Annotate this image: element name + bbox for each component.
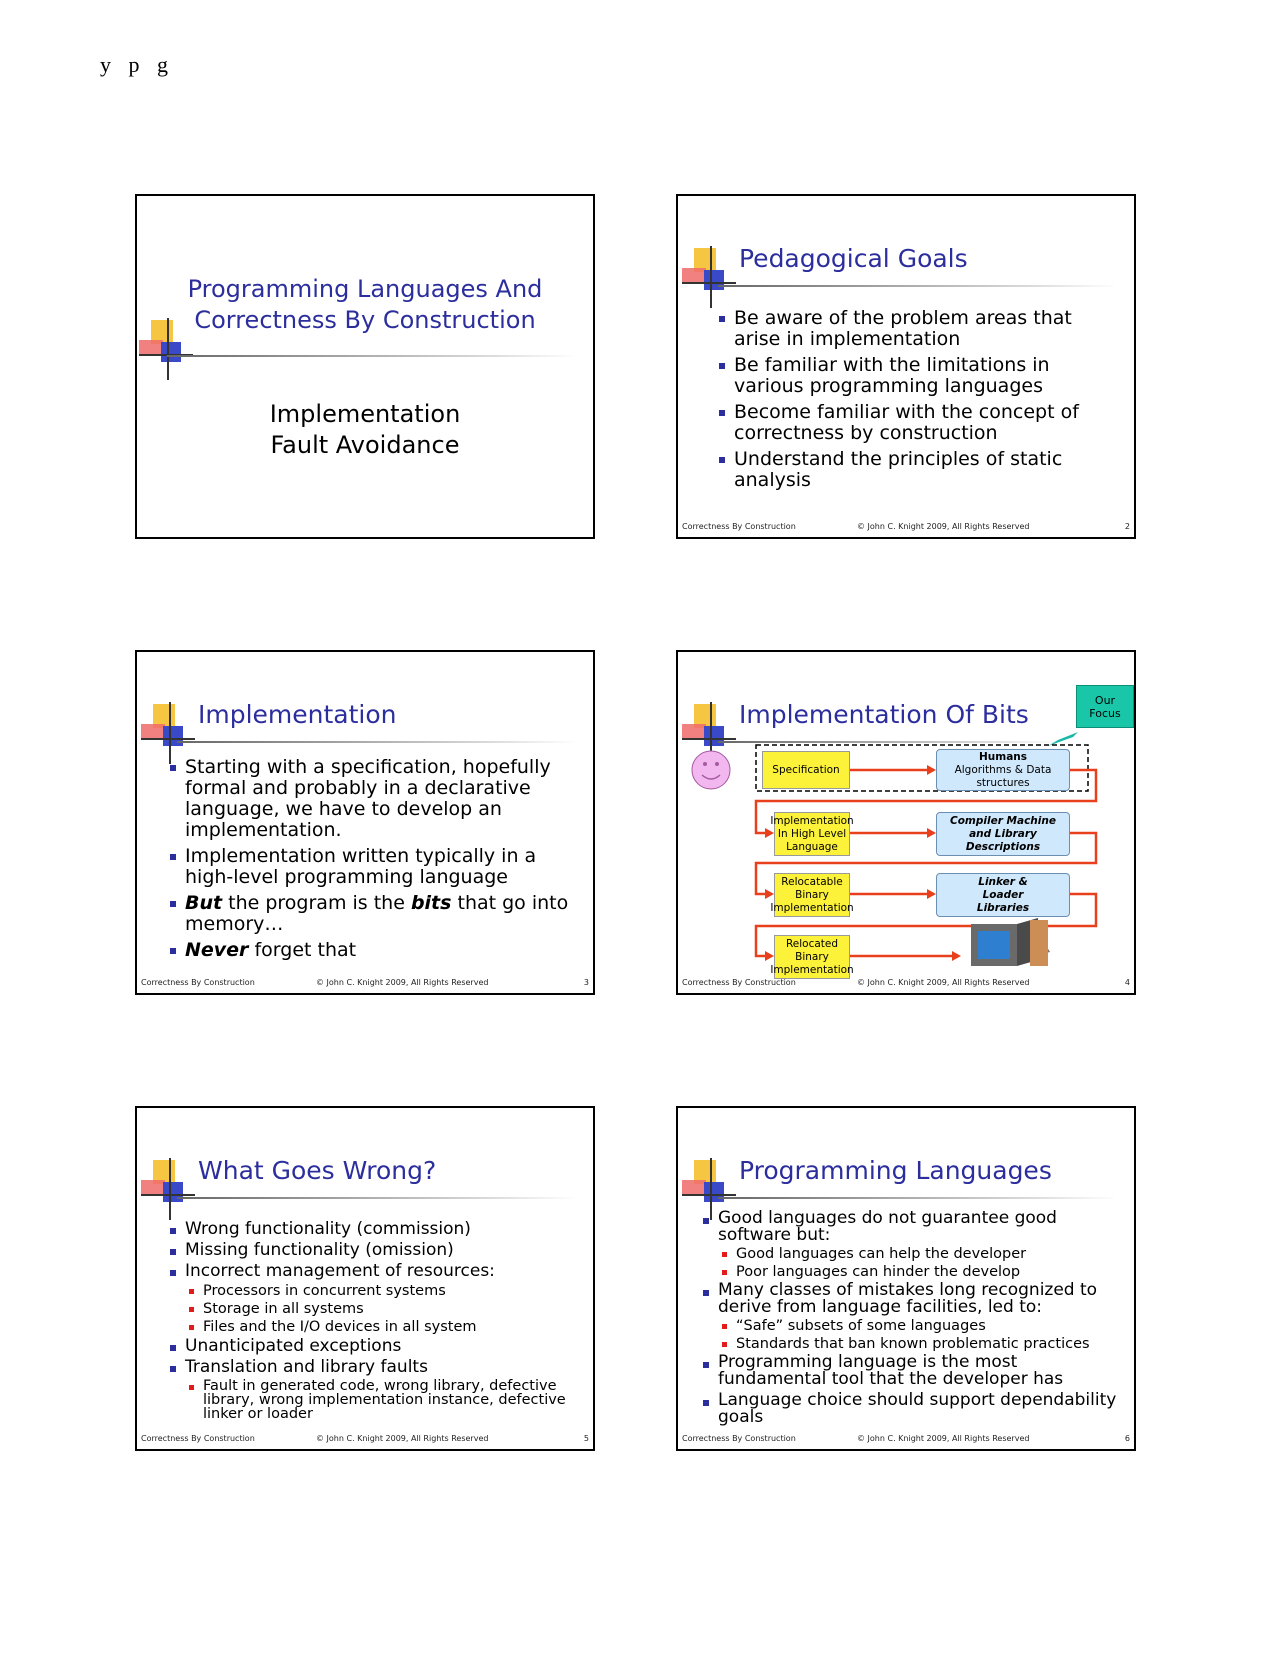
bullet: Wrong functionality (commission): [167, 1220, 577, 1239]
slide-3-title: Implementation: [198, 700, 397, 729]
bullet-text: Good languages do not guarantee good software but:: [718, 1208, 1057, 1245]
callout-our-focus: Our Focus: [1076, 685, 1134, 728]
bullet: [700, 1210, 1120, 1280]
sub-bullet: Standards that ban known problematic practices: [718, 1336, 1120, 1352]
box-humans-desc: Algorithms & Data structures: [954, 763, 1052, 789]
slide-3: [135, 650, 595, 995]
slide-number: 6: [1124, 1434, 1130, 1443]
slide-1: [135, 194, 595, 539]
bullet: Unanticipated exceptions: [167, 1337, 577, 1356]
bullet-text: that go into memory…: [185, 892, 569, 935]
slide-number: 4: [1124, 978, 1130, 987]
bullet: [700, 1282, 1120, 1352]
arrowhead: [927, 889, 936, 899]
slide-2-bullets: [716, 308, 1116, 496]
sub-bullet: Storage in all systems: [185, 1301, 577, 1317]
slide-1-title: [137, 274, 593, 336]
slide-1-title-line-1: Programming Languages And: [187, 275, 543, 303]
sub-bullet: Good languages can help the developer: [718, 1246, 1120, 1262]
bullet: [167, 1358, 577, 1421]
slide-2-title: Pedagogical Goals: [739, 244, 968, 273]
computer-icon: [971, 918, 1050, 966]
sub-bullet: Fault in generated code, wrong library, defective library, wrong implementation instance, defective linker or loader: [185, 1379, 577, 1421]
box-implementation-high-level: Implementation In High Level Language: [774, 812, 850, 856]
sub-bullet: Poor languages can hinder the develop: [718, 1264, 1120, 1280]
bullet: Be familiar with the limitations in various programming languages: [716, 355, 1116, 397]
bullet-text: the program is the: [222, 892, 411, 914]
smiley-face-icon: [692, 751, 730, 789]
box-specification: Specification: [762, 751, 850, 789]
slide-4-title: Implementation Of Bits: [739, 700, 1029, 729]
title-underline: [167, 355, 577, 357]
bullet-text: Incorrect management of resources:: [185, 1261, 495, 1281]
box-relocatable-binary: Relocatable Binary Implementation: [774, 873, 850, 917]
footer-copyright: © John C. Knight 2009, All Rights Reserved: [316, 978, 489, 987]
bullet: Be aware of the problem areas that arise in implementation: [716, 308, 1116, 350]
footer-copyright: © John C. Knight 2009, All Rights Reserved: [857, 1434, 1030, 1443]
slide-6-bullets: [700, 1210, 1120, 1428]
slide-5: [135, 1106, 595, 1451]
box-humans: [936, 749, 1070, 791]
bullet: Language choice should support dependability goals: [700, 1392, 1120, 1426]
sub-bullet: “Safe” subsets of some languages: [718, 1318, 1120, 1334]
bullet: Missing functionality (omission): [167, 1241, 577, 1260]
emphasis-never: Never: [185, 939, 249, 961]
slide-number: 3: [583, 978, 589, 987]
footer-left: Correctness By Construction: [682, 522, 796, 531]
slide-logo-icon: [139, 318, 193, 380]
title-underline: [177, 1197, 577, 1199]
bullet: Starting with a specification, hopefully formal and probably in a declarative language, we have to develop an implementation.: [167, 757, 577, 841]
arrowhead: [952, 951, 961, 961]
title-underline: [177, 741, 577, 743]
title-underline: [718, 285, 1118, 287]
slide-1-subtitle-line-2: Fault Avoidance: [270, 431, 460, 459]
emphasis-bits: bits: [410, 892, 452, 914]
footer-left: Correctness By Construction: [682, 978, 796, 987]
bullet: [167, 940, 577, 961]
arrowhead: [927, 828, 936, 838]
bullet-text: Many classes of mistakes long recognized to derive from language facilities, led to:: [718, 1280, 1098, 1317]
slide-footer: [141, 1434, 589, 1446]
title-underline: [718, 1197, 1118, 1199]
emphasis-but: But: [185, 892, 223, 914]
slide-6-title: Programming Languages: [739, 1156, 1052, 1185]
bullet-text: forget that: [248, 939, 357, 961]
footer-copyright: © John C. Knight 2009, All Rights Reserved: [857, 522, 1030, 531]
footer-left: Correctness By Construction: [141, 1434, 255, 1443]
box-linker-loader: Linker & Loader Libraries: [936, 873, 1070, 917]
footer-left: Correctness By Construction: [682, 1434, 796, 1443]
sub-bullets: [718, 1246, 1120, 1280]
slide-footer: [141, 978, 589, 990]
callout-pointer: [1048, 732, 1078, 746]
bullet-text: Translation and library faults: [185, 1357, 428, 1377]
bullet: Understand the principles of static analysis: [716, 449, 1116, 491]
arrowhead: [927, 765, 936, 775]
footer-copyright: © John C. Knight 2009, All Rights Reserved: [857, 978, 1030, 987]
bullet: Implementation written typically in a high-level programming language: [167, 846, 577, 888]
slide-footer: [682, 978, 1130, 990]
page-header-fragment: y p g: [100, 52, 174, 77]
slide-number: 2: [1124, 522, 1130, 531]
box-relocated-binary: Relocated Binary Implementation: [774, 935, 850, 979]
bullet: Become familiar with the concept of correctness by construction: [716, 402, 1116, 444]
slide-6: [676, 1106, 1136, 1451]
slide-logo-icon: [682, 246, 736, 308]
bullet: [167, 1262, 577, 1335]
slide-5-title: What Goes Wrong?: [198, 1156, 437, 1185]
slide-5-bullets: [167, 1220, 577, 1423]
box-humans-title: Humans: [978, 750, 1027, 763]
slide-logo-icon: [141, 1158, 195, 1220]
sub-bullet: Processors in concurrent systems: [185, 1283, 577, 1299]
bullet: Programming language is the most fundamental tool that the developer has: [700, 1354, 1120, 1388]
bullet: [167, 893, 577, 935]
slide-logo-icon: [141, 702, 195, 764]
slide-1-subtitle-line-1: Implementation: [269, 400, 461, 428]
slide-number: 5: [583, 1434, 589, 1443]
box-compiler: Compiler Machine and Library Descriptions: [936, 812, 1070, 856]
sub-bullet: Files and the I/O devices in all system: [185, 1319, 577, 1335]
slide-2: [676, 194, 1136, 539]
sub-bullets: [718, 1318, 1120, 1352]
slide-3-bullets: [167, 757, 577, 966]
slide-4: [676, 650, 1136, 995]
footer-left: Correctness By Construction: [141, 978, 255, 987]
slide-footer: [682, 522, 1130, 534]
slide-1-title-line-2: Correctness By Construction: [194, 306, 536, 334]
sub-bullets: [185, 1283, 577, 1335]
slide-footer: [682, 1434, 1130, 1446]
sub-bullets: [185, 1379, 577, 1421]
footer-copyright: © John C. Knight 2009, All Rights Reserved: [316, 1434, 489, 1443]
slide-1-subtitle: [137, 399, 593, 461]
